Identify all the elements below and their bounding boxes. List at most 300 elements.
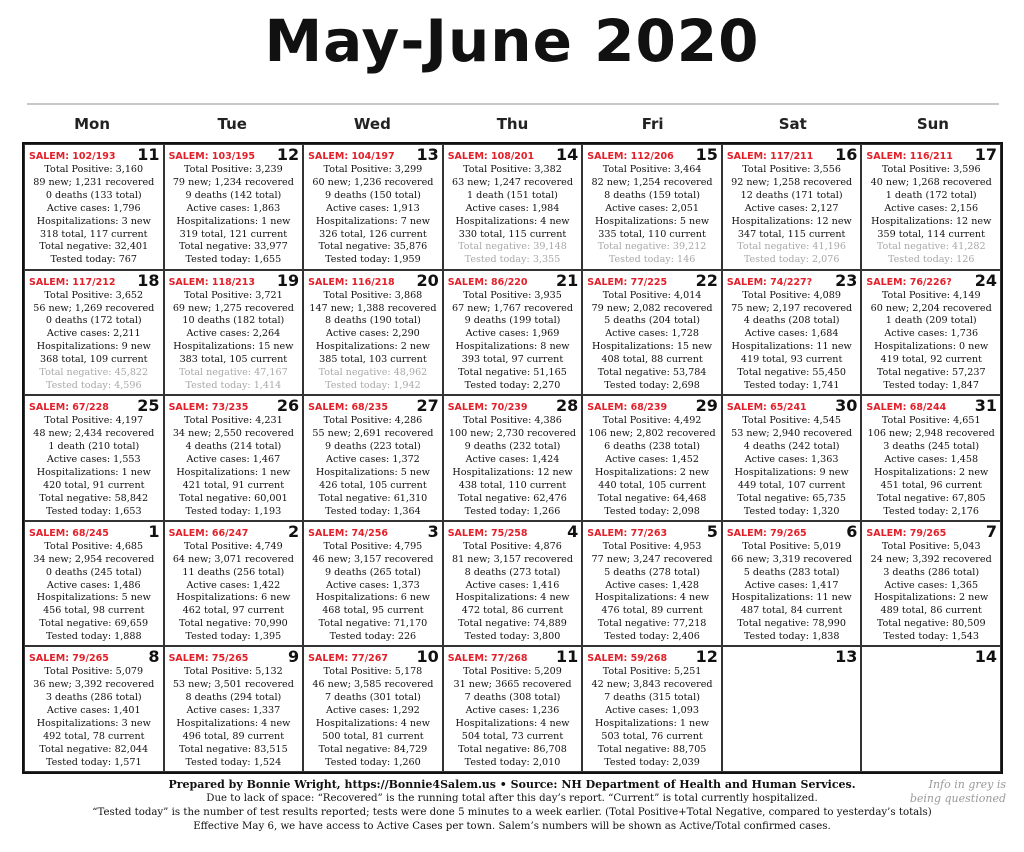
day-cell — [582, 270, 722, 396]
stat-line: Total negative: 64,468 — [597, 492, 707, 504]
stat-line: 64 new; 3,071 recovered — [172, 553, 294, 565]
day-cell-header — [165, 396, 303, 414]
stat-line: Hospitalizations: 4 new — [455, 592, 570, 604]
day-stats — [165, 290, 303, 393]
stat-line: Active cases: 1,417 — [744, 579, 839, 591]
stat-line: Hospitalizations: 11 new — [731, 592, 852, 604]
stat-line: Total Positive: 3,556 — [742, 164, 841, 175]
stat-line: Total Positive: 5,019 — [742, 540, 841, 552]
salem-count: SALEM: 68/235 — [308, 402, 388, 414]
stat-line: Hospitalizations: 6 new — [315, 592, 430, 604]
day-cell-header — [25, 271, 163, 289]
day-stats — [304, 290, 442, 393]
day-stats — [723, 164, 861, 267]
day-cell — [303, 144, 443, 270]
stat-line: Total negative: 47,167 — [178, 367, 288, 379]
stat-line: 8 deaths (294 total) — [185, 692, 282, 704]
stat-line: Active cases: 1,728 — [605, 328, 699, 340]
day-cell-header — [723, 647, 861, 665]
day-stats — [583, 290, 721, 393]
day-cell — [722, 521, 862, 647]
stat-line: Active cases: 1,428 — [605, 579, 699, 591]
day-number: 14 — [556, 145, 579, 164]
day-cell — [443, 646, 583, 772]
stat-line: Total negative: 32,401 — [39, 241, 149, 253]
day-stats — [165, 666, 303, 769]
day-stats — [444, 666, 582, 769]
day-stats — [444, 541, 582, 644]
stat-line: Total Positive: 4,386 — [463, 415, 562, 427]
day-number: 30 — [835, 396, 858, 416]
salem-count: SALEM: 73/235 — [168, 402, 249, 414]
weekday-mon: Mon — [74, 115, 111, 133]
stat-line: Total Positive: 5,209 — [463, 666, 562, 678]
stat-line: Tested today: 1,888 — [45, 631, 142, 643]
stat-line: 5 deaths (283 total) — [743, 566, 840, 578]
day-stats — [165, 164, 303, 267]
stat-line: Total negative: 33,977 — [178, 241, 288, 253]
day-cell-header — [444, 145, 582, 163]
salem-count: SALEM: 118/213 — [168, 276, 255, 288]
day-number: 31 — [974, 396, 997, 416]
stat-line: 100 new; 2,730 recovered — [448, 428, 577, 440]
stat-line: Total Positive: 3,652 — [44, 289, 144, 301]
day-cell-header — [862, 522, 1000, 540]
day-cell-header — [862, 647, 1000, 665]
stat-line: 106 new; 2,802 recovered — [588, 428, 716, 440]
day-cell — [582, 144, 722, 270]
day-number: 4 — [567, 521, 579, 541]
stat-line: Active cases: 1,863 — [186, 202, 281, 214]
grey-note-line-1: Info in grey is — [928, 778, 1006, 791]
stat-line: 8 deaths (159 total) — [604, 189, 700, 201]
day-cell — [303, 395, 443, 521]
stat-line: Hospitalizations: 12 new — [452, 466, 573, 478]
stat-line: Active cases: 1,093 — [605, 705, 699, 717]
stat-line: Tested today: 1,653 — [45, 505, 142, 517]
day-cell — [303, 521, 443, 647]
stat-line: Total Positive: 3,464 — [602, 164, 702, 175]
stat-line: Tested today: 1,266 — [464, 505, 561, 517]
day-cell — [24, 270, 164, 396]
stat-line: 3 deaths (286 total) — [45, 692, 142, 704]
stat-line: Total negative: 74,889 — [458, 618, 567, 630]
day-cell — [303, 646, 443, 772]
day-number: 7 — [985, 521, 997, 541]
salem-count: SALEM: 79/265 — [726, 527, 807, 539]
stat-line: Total negative: 69,659 — [39, 618, 149, 630]
stat-line: Total Positive: 4,014 — [602, 289, 702, 301]
stat-line: Tested today: 2,076 — [743, 254, 840, 266]
stat-line: Total Positive: 5,132 — [183, 666, 283, 678]
stat-line: Total Positive: 4,651 — [881, 415, 981, 427]
stat-line: Total negative: 45,822 — [39, 367, 149, 379]
stat-line: 81 new; 3,157 recovered — [451, 553, 574, 565]
stat-line: Tested today: 1,320 — [743, 505, 840, 517]
day-cell-header — [583, 271, 721, 289]
day-stats — [25, 164, 163, 267]
stat-line: Active cases: 1,684 — [744, 328, 839, 340]
stat-line: Hospitalizations: 1 new — [36, 466, 151, 478]
day-cell — [24, 521, 164, 647]
stat-line: Active cases: 1,796 — [46, 202, 141, 214]
stat-line: Tested today: 126 — [887, 254, 975, 266]
stat-line: Tested today: 1,655 — [185, 254, 282, 266]
day-stats — [444, 164, 582, 267]
stat-line: 500 total, 81 current — [322, 730, 424, 742]
salem-count: SALEM: 67/228 — [29, 402, 109, 414]
stat-line: 24 new; 3,392 recovered — [870, 553, 992, 565]
stat-line: Tested today: 1,847 — [883, 379, 980, 391]
stat-line: Hospitalizations: 6 new — [176, 592, 291, 604]
stat-line: 67 new; 1,767 recovered — [451, 302, 574, 314]
weekday-sat: Sat — [778, 115, 807, 133]
weekday-header — [22, 112, 1003, 138]
stat-line: 4 deaths (242 total) — [743, 441, 840, 452]
stat-line: 5 deaths (278 total) — [604, 566, 700, 578]
stat-line: Active cases: 1,337 — [186, 705, 281, 717]
day-cell — [303, 270, 443, 396]
stat-line: 106 new; 2,948 recovered — [867, 428, 995, 440]
day-number: 13 — [416, 145, 439, 164]
stat-line: Active cases: 2,051 — [605, 202, 699, 214]
day-number: 5 — [706, 521, 718, 541]
stat-line: 468 total, 95 current — [322, 605, 424, 617]
stat-line: Hospitalizations: 3 new — [36, 215, 151, 227]
stat-line: Total Positive: 4,286 — [323, 415, 423, 427]
stat-line: Total Positive: 4,492 — [602, 415, 702, 427]
day-cell — [582, 395, 722, 521]
day-stats — [25, 541, 163, 644]
day-number: 16 — [835, 145, 858, 164]
day-cell-header — [583, 145, 721, 163]
stat-line: Active cases: 1,422 — [186, 579, 281, 591]
stat-line: 77 new; 3,247 recovered — [591, 553, 713, 565]
stat-line: Tested today: 1,414 — [185, 379, 282, 391]
stat-line: Tested today: 4,596 — [45, 379, 142, 391]
stat-line: 10 deaths (182 total) — [182, 315, 285, 327]
stat-line: 368 total, 109 current — [40, 354, 148, 366]
stat-line: Total negative: 67,805 — [876, 492, 986, 504]
stat-line: 34 new; 2,550 recovered — [172, 428, 294, 440]
weekday-thu: Thu — [496, 115, 529, 133]
stat-line: Hospitalizations: 5 new — [36, 592, 151, 604]
stat-line: Hospitalizations: 1 new — [176, 466, 291, 478]
stat-line: 9 deaths (232 total) — [464, 441, 561, 452]
day-number: 24 — [974, 270, 997, 290]
footer — [0, 778, 1024, 834]
stat-line: 75 new; 2,197 recovered — [731, 302, 853, 314]
stat-line: Total negative: 41,282 — [876, 241, 986, 253]
stat-line: 7 deaths (315 total) — [604, 692, 700, 704]
day-cell — [582, 646, 722, 772]
stat-line: Total negative: 55,450 — [737, 367, 846, 379]
stat-line: Active cases: 1,984 — [465, 202, 560, 214]
stat-line: 89 new; 1,231 recovered — [33, 176, 155, 188]
stat-line: Total Positive: 3,596 — [881, 164, 981, 175]
stat-line: Total negative: 80,509 — [876, 618, 986, 630]
stat-line: Total negative: 62,476 — [458, 492, 567, 504]
day-cell-header — [165, 647, 303, 665]
stat-line: Total Positive: 4,197 — [44, 415, 144, 427]
stat-line: 419 total, 93 current — [740, 354, 843, 366]
stat-line: Hospitalizations: 8 new — [455, 341, 570, 353]
salem-count: SALEM: 59/268 — [587, 653, 668, 665]
day-cell-header — [25, 647, 163, 665]
stat-line: 492 total, 78 current — [43, 730, 145, 742]
day-stats — [583, 541, 721, 644]
stat-line: Tested today: 3,800 — [464, 631, 561, 643]
stat-line: 318 total, 117 current — [40, 228, 148, 240]
stat-line: Tested today: 2,010 — [464, 756, 561, 768]
salem-count: SALEM: 103/195 — [168, 151, 255, 162]
salem-count: SALEM: 117/211 — [726, 151, 814, 162]
day-cell-header — [862, 271, 1000, 289]
footer-credit: Prepared by Bonnie Wright, https://Bonnie4Salem.us • Source: NH Department of Health and Human Services. — [168, 778, 856, 791]
grey-note-line-2: being questioned — [909, 792, 1006, 805]
stat-line: Hospitalizations: 5 new — [315, 466, 430, 478]
day-cell — [443, 521, 583, 647]
stat-line: 326 total, 126 current — [319, 228, 427, 240]
stat-line: Hospitalizations: 4 new — [595, 592, 710, 604]
stat-line: Active cases: 1,372 — [326, 453, 420, 465]
day-number: 28 — [556, 396, 579, 416]
day-number: 29 — [695, 396, 718, 416]
stat-line: 63 new; 1,247 recovered — [451, 176, 574, 188]
stat-line: Tested today: 1,838 — [743, 631, 840, 643]
stat-line: Tested today: 1,942 — [325, 379, 421, 391]
day-number: 22 — [695, 270, 718, 290]
stat-line: Total negative: 82,044 — [39, 743, 149, 755]
stat-line: Total negative: 39,148 — [458, 241, 567, 253]
stat-line: 60 new; 2,204 recovered — [870, 302, 992, 314]
stat-line: 419 total, 92 current — [880, 354, 982, 366]
stat-line: 0 deaths (133 total) — [45, 189, 142, 201]
day-number: 2 — [288, 521, 300, 541]
salem-count: SALEM: 68/245 — [29, 527, 109, 539]
stat-line: Tested today: 146 — [608, 254, 696, 266]
stat-line: Hospitalizations: 5 new — [595, 215, 710, 227]
stat-line: Total negative: 61,310 — [318, 492, 428, 504]
day-stats — [25, 290, 163, 393]
day-cell-header — [304, 271, 442, 289]
stat-line: Active cases: 2,156 — [884, 202, 979, 214]
day-cell — [861, 395, 1001, 521]
day-cell-header — [304, 396, 442, 414]
stat-line: 330 total, 115 current — [458, 228, 567, 240]
day-cell — [582, 521, 722, 647]
stat-line: 9 deaths (199 total) — [464, 315, 561, 327]
salem-count: SALEM: 108/201 — [447, 151, 535, 162]
stat-line: 5 deaths (204 total) — [604, 315, 700, 327]
stat-line: 60 new; 1,236 recovered — [312, 176, 434, 188]
stat-line: Total Positive: 3,721 — [183, 289, 283, 301]
salem-count: SALEM: 68/239 — [587, 402, 668, 414]
stat-line: 476 total, 89 current — [601, 605, 703, 617]
stat-line: 3 deaths (286 total) — [883, 566, 980, 578]
salem-count: SALEM: 79/265 — [29, 653, 109, 665]
day-cell-header — [583, 647, 721, 665]
stat-line: Tested today: 2,270 — [464, 379, 561, 391]
stat-line: 46 new; 3,585 recovered — [312, 679, 434, 691]
stat-line: 383 total, 105 current — [179, 354, 288, 366]
weekday-fri: Fri — [641, 115, 664, 133]
salem-count: SALEM: 74/227? — [726, 276, 813, 288]
stat-line: 385 total, 103 current — [319, 354, 427, 366]
stat-line: Active cases: 1,553 — [46, 453, 141, 465]
stat-line: Tested today: 3,355 — [464, 254, 561, 266]
stat-line: 7 deaths (301 total) — [325, 692, 421, 704]
stat-line: 9 deaths (142 total) — [185, 189, 282, 201]
stat-line: Total Positive: 3,160 — [44, 164, 144, 175]
stat-line: 0 deaths (245 total) — [45, 566, 142, 578]
stat-line: Tested today: 1,571 — [45, 756, 142, 768]
stat-line: Hospitalizations: 11 new — [731, 341, 852, 353]
salem-count: SALEM: 117/212 — [29, 276, 116, 288]
stat-line: Total Positive: 5,079 — [44, 666, 144, 678]
stat-line: Tested today: 226 — [329, 631, 417, 643]
stat-line: Total negative: 39,212 — [597, 241, 707, 253]
stat-line: Total Positive: 4,231 — [183, 415, 283, 427]
stat-line: Hospitalizations: 1 new — [176, 215, 291, 227]
stat-line: 462 total, 97 current — [182, 605, 285, 617]
salem-count: SALEM: 70/239 — [447, 402, 528, 414]
day-cell — [24, 395, 164, 521]
day-stats — [444, 290, 582, 393]
stat-line: Tested today: 2,039 — [604, 756, 700, 768]
day-cell-header — [165, 271, 303, 289]
stat-line: Total Positive: 3,868 — [323, 289, 423, 301]
stat-line: Total Positive: 4,749 — [183, 540, 283, 552]
stat-line: Active cases: 1,969 — [465, 328, 560, 340]
stat-line: 1 death (172 total) — [885, 189, 977, 201]
stat-line: Active cases: 1,913 — [326, 202, 420, 214]
stat-line: Active cases: 1,373 — [326, 579, 420, 591]
stat-line: Tested today: 2,176 — [883, 505, 980, 517]
day-cell — [861, 521, 1001, 647]
day-number: 23 — [835, 270, 858, 290]
stat-line: Total Positive: 4,795 — [323, 540, 423, 552]
day-stats — [304, 541, 442, 644]
stat-line: Total negative: 65,735 — [737, 492, 846, 504]
stat-line: Hospitalizations: 2 new — [315, 341, 430, 353]
stat-line: Hospitalizations: 4 new — [455, 215, 570, 227]
stat-line: 12 deaths (171 total) — [740, 189, 843, 201]
salem-count: SALEM: 77/267 — [308, 653, 388, 665]
stat-line: Total negative: 51,165 — [458, 367, 567, 379]
stat-line: Active cases: 2,211 — [46, 328, 141, 340]
stat-line: Tested today: 1,543 — [883, 631, 980, 643]
day-cell — [24, 646, 164, 772]
day-cell-header — [862, 145, 1000, 163]
stat-line: Total negative: 58,842 — [39, 492, 149, 504]
day-cell-header — [304, 647, 442, 665]
day-number: 8 — [148, 647, 160, 667]
salem-count: SALEM: 75/265 — [168, 653, 249, 665]
salem-count: SALEM: 86/220 — [447, 276, 528, 288]
stat-line: Hospitalizations: 15 new — [591, 341, 713, 353]
day-cell — [722, 144, 862, 270]
day-cell — [164, 270, 304, 396]
stat-line: Active cases: 1,486 — [46, 579, 141, 591]
stat-line: 6 deaths (238 total) — [604, 441, 700, 452]
stat-line: 503 total, 76 current — [601, 730, 703, 742]
title-divider — [27, 103, 999, 105]
stat-line: Total Positive: 4,876 — [463, 540, 562, 552]
day-cell — [861, 270, 1001, 396]
day-stats — [583, 164, 721, 267]
footer-note-recovered: Due to lack of space: “Recovered” is the running total after this day’s report. “Current” is total currently hospitalized. — [206, 793, 818, 804]
stat-line: Hospitalizations: 2 new — [874, 466, 989, 478]
day-number: 25 — [137, 396, 160, 416]
stat-line: Total Positive: 3,299 — [323, 164, 423, 175]
day-cell — [164, 395, 304, 521]
stat-line: Active cases: 1,365 — [884, 579, 979, 591]
stat-line: 42 new; 3,843 recovered — [591, 679, 713, 691]
stat-line: 1 death (210 total) — [48, 441, 140, 452]
stat-line: 69 new; 1,275 recovered — [172, 302, 294, 314]
stat-line: 11 deaths (256 total) — [182, 566, 285, 578]
stat-line: 451 total, 96 current — [880, 479, 982, 491]
salem-count: SALEM: 112/206 — [587, 151, 674, 162]
stat-line: 9 deaths (223 total) — [325, 441, 421, 452]
stat-line: Total Positive: 3,935 — [463, 289, 562, 301]
stat-line: Total Positive: 5,178 — [323, 666, 423, 678]
stat-line: 36 new; 3,392 recovered — [33, 679, 155, 691]
day-cell-header — [723, 396, 861, 414]
stat-line: 46 new; 3,157 recovered — [312, 553, 434, 565]
salem-count: SALEM: 116/218 — [308, 276, 395, 288]
stat-line: Active cases: 1,363 — [744, 453, 839, 465]
stat-line: 48 new; 2,434 recovered — [33, 428, 155, 440]
day-stats — [723, 541, 861, 644]
stat-line: 56 new; 1,269 recovered — [33, 302, 155, 314]
day-cell — [24, 144, 164, 270]
day-number: 18 — [137, 270, 160, 290]
stat-line: Hospitalizations: 2 new — [595, 466, 710, 478]
day-cell — [722, 395, 862, 521]
stat-line: 421 total, 91 current — [182, 479, 285, 491]
day-cell — [861, 144, 1001, 270]
stat-line: Total negative: 57,237 — [876, 367, 986, 379]
day-cell-header — [583, 396, 721, 414]
day-stats — [165, 415, 303, 518]
stat-line: Active cases: 1,458 — [884, 453, 979, 465]
salem-count: SALEM: 102/193 — [29, 151, 116, 162]
day-stats — [304, 164, 442, 267]
day-number: 21 — [556, 270, 579, 290]
stat-line: 9 deaths (150 total) — [325, 189, 421, 201]
stat-line: Hospitalizations: 12 new — [731, 215, 852, 227]
day-cell-header — [444, 396, 582, 414]
day-cell — [443, 395, 583, 521]
stat-line: 3 deaths (245 total) — [883, 441, 980, 452]
stat-line: Tested today: 2,098 — [604, 505, 700, 517]
day-number: 26 — [276, 396, 300, 416]
footer-note-active: Effective May 6, we have access to Active Cases per town. Salem’s numbers will be shown as Active/Total confirmed cases. — [193, 821, 831, 832]
stat-line: 420 total, 91 current — [43, 479, 145, 491]
stat-line: 504 total, 73 current — [461, 730, 564, 742]
stat-line: 4 deaths (208 total) — [743, 315, 840, 327]
day-stats — [165, 541, 303, 644]
stat-line: 359 total, 114 current — [877, 228, 985, 240]
day-stats — [304, 666, 442, 769]
stat-line: 4 deaths (214 total) — [185, 441, 282, 452]
stat-line: 9 deaths (265 total) — [325, 566, 421, 578]
salem-count: SALEM: 76/226? — [866, 276, 952, 288]
stat-line: 472 total, 86 current — [461, 605, 564, 617]
stat-line: 408 total, 88 current — [601, 354, 703, 366]
